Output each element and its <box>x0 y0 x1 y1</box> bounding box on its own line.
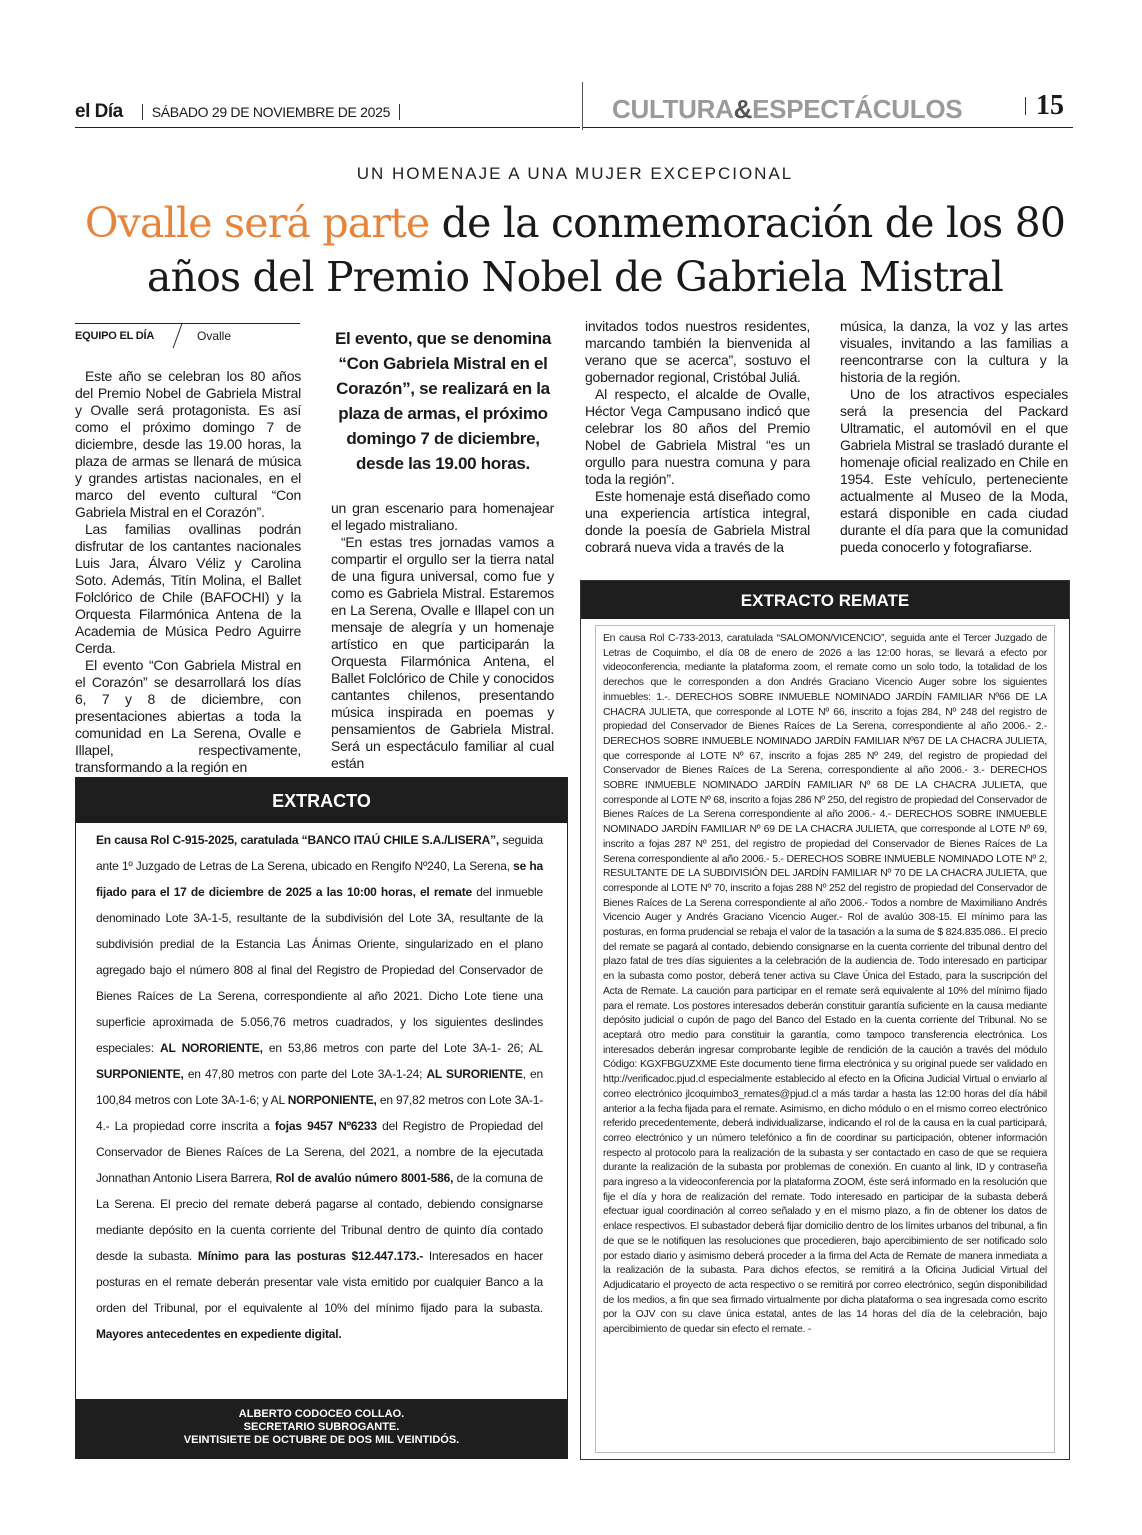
paragraph: Las familias ovallinas podrán disfrutar de los cantantes nacionales Luis Jara, Álvaro Véliz y Carolina Soto. Además, Titín Molina, el Ballet Folclórico de Chile (BAFOCHI) y la Orquesta Filarmónica Antena de la Academia de Música Pedro Aguirre Cerda. <box>75 521 301 656</box>
bold-text: Rol de avalúo número 8001-586, <box>275 1171 454 1185</box>
text: en 53,86 metros con parte del Lote 3A-1- 26; AL <box>262 1041 543 1055</box>
article-column-3 <box>585 318 810 556</box>
paragraph: música, la danza, la voz y las artes visuales, invitando a las familias a reencontrarse con la cultura y la historia de la región. <box>840 318 1068 385</box>
article-column-1 <box>75 368 301 776</box>
paragraph: Al respecto, el alcalde de Ovalle, Héctor Vega Campusano indicó que celebrar los 80 años del Premio Nobel de Gabriela Mistral “es un orgullo para nuestra comuna y para toda la región”. <box>585 386 810 487</box>
paragraph: un gran escenario para homenajear el legado mistraliano. <box>331 500 554 533</box>
legal-notice-title: EXTRACTO REMATE <box>581 581 1069 619</box>
headline-highlight: Ovalle será parte <box>84 199 430 247</box>
text: en 97,82 metros con Lote 3A-1-4.- La propiedad corre inscrita a <box>96 1093 544 1133</box>
legal-notice-body <box>96 827 543 1347</box>
header-vertical-divider <box>582 82 583 130</box>
masthead-divider <box>142 104 143 120</box>
header-rule <box>75 127 580 128</box>
article-column-2 <box>331 500 554 772</box>
masthead <box>75 96 580 128</box>
bold-text: En causa Rol C-915-2025, caratulada “BANCO ITAÚ CHILE S.A./LISERA”, <box>96 833 500 847</box>
paragraph: El evento “Con Gabriela Mistral en el Corazón” se desarrollará los días 6, 7 y 8 de diciembre, con presentaciones abiertas a toda la comunidad en La Serena, Ovalle e Illapel, respectivamente, transformando a la región en <box>75 657 301 775</box>
paragraph: Este año se celebran los 80 años del Premio Nobel de Gabriela Mistral y Ovalle será protagonista. Es así como el próximo domingo 7 de diciembre, desde las 19.00 horas, la plaza de armas se llenará de música y grandes artistas nacionales, en el marco del evento cultural “Con Gabriela Mistral en el Corazón”. <box>75 368 301 520</box>
text: de la comuna de La Serena. El precio del remate deberá pagarse al contado, debiendo consignarse mediante depósito en la cuenta corriente del Tribunal dentro de quinto día contado desde la subasta. <box>96 1171 543 1263</box>
bold-text: Mínimo para las posturas $12.447.173.- <box>197 1249 424 1263</box>
paragraph: Uno de los atractivos especiales será la presencia del Packard Ultramatic, el automóvil en el que Gabriela Mistral se trasladó durante el homenaje oficial realizado en Chile en 1954. Este vehículo, perteneciente actualmente al Museo de la Moda, estará disponible en cada ciudad durante el día para que la comunidad pueda conocerlo y fotografiarse. <box>840 386 1068 555</box>
section-title <box>612 90 1002 128</box>
bold-text: se ha fijado para el 17 de diciembre de 2025 a las 10:00 horas, el remate <box>96 859 543 899</box>
paragraph: invitados todos nuestros residentes, marcando también la bienvenida al verano que se acerca”, sostuvo el gobernador regional, Cristóbal Juliá. <box>585 318 810 385</box>
byline-author: EQUIPO EL DÍA <box>75 330 155 342</box>
signature-name: ALBERTO CODOCEO COLLAO. <box>238 1408 405 1420</box>
legal-notice-extracto <box>75 777 568 1459</box>
headline-rest: de la conmemoración de los 80 años del Premio Nobel de Gabriela Mistral <box>146 199 1066 301</box>
pull-quote: El evento, que se denomina “Con Gabriela Mistral en el Corazón”, se realizará en la plaza de armas, el próximo domingo 7 de diciembre, desde las 19.00 horas. <box>334 329 552 473</box>
section-title-amp: & <box>733 94 753 124</box>
article-headline <box>60 196 1090 304</box>
bold-text: SURPONIENTE, <box>96 1067 184 1081</box>
text: Interesados en hacer posturas en el remate deberán presentar vale vista emitido por cualquier Banco a la orden del Tribunal, por el equivalente al 10% del mínimo fijado para la subasta. <box>96 1249 544 1315</box>
masthead-divider <box>399 104 400 120</box>
text: seguida ante 1º Juzgado de Letras de La Serena, ubicado en Rengifo Nº240, La Serena, <box>96 833 543 873</box>
bold-text: NORPONIENTE, <box>287 1093 377 1107</box>
issue-date: SÁBADO 29 DE NOVIEMBRE DE 2025 <box>151 104 391 120</box>
paragraph: “En estas tres jornadas vamos a compartir el orgullo ser la tierra natal de una figura universal, como fue y como es Gabriela Mistral. Estaremos en La Serena, Ovalle e Illapel con un mensaje de alegría y un homenaje artístico en que participarán la Orquesta Filarmónica Antena, el Ballet Folclórico de Chile y conocidos cantantes chilenos, presentando música inspirada en poemas y pensamientos de Gabriela Mistral. Será un espectáculo familiar al cual están <box>331 534 554 771</box>
byline-divider <box>173 324 183 348</box>
bold-text: AL NORORIENTE, <box>160 1041 263 1055</box>
article-column-4 <box>840 318 1068 556</box>
signature-role: SECRETARIO SUBROGANTE. <box>243 1421 400 1433</box>
byline-place: Ovalle <box>197 329 232 343</box>
article-kicker: UN HOMENAJE A UNA MUJER EXCEPCIONAL <box>356 164 794 183</box>
page-number-divider <box>1025 97 1026 115</box>
newspaper-logo: el Día <box>75 101 123 122</box>
signature-date: VEINTISIETE DE OCTUBRE DE DOS MIL VEINTIDÓS. <box>183 1434 460 1446</box>
text: en 47,80 metros con parte del Lote 3A-1-24; <box>183 1067 427 1081</box>
section-title-left: CULTURA <box>612 94 734 124</box>
bold-text: fojas 9457 Nº6233 <box>274 1119 377 1133</box>
legal-notice-signature <box>76 1399 567 1459</box>
header-rule-right <box>583 127 1073 128</box>
page-number: 15 <box>1036 90 1064 121</box>
text: del Registro de Propiedad del Conservador de Bienes Raíces de La Serena, del 2021, a nombre de la ejecutada Jonnathan Antonio Lisera Barrera, <box>96 1119 543 1185</box>
byline <box>75 323 300 346</box>
text: , en 100,84 metros con Lote 3A-1-6; y AL <box>96 1067 544 1107</box>
bold-text: AL SURORIENTE <box>426 1067 523 1081</box>
legal-notice-remate <box>580 580 1070 1460</box>
legal-notice-body: En causa Rol C-733-2013, caratulada “SALOMON/VICENCIO”, seguida ante el Tercer Juzgado de Letras de Coquimbo, el día 08 de enero de 2026 a las 12:00 horas, se llevará a efecto por videoconferencia, mediante la plataforma zoom, el remate como un solo todo, la totalidad de los derechos que le corresponden a don Andrés Graciano Vicencio Auger sobre los siguientes inmuebles: 1.-. DERECHOS SOBRE INMUEBLE NOMINADO JARDÍN FAMILIAR Nº66 DE LA CHACRA JULIETA, que corresponde al LOTE Nº 66, inscrito a fojas 284, Nº 248 del registro de propiedad del Conservador de Bienes Raíces de La Serena, correspondiente al año 2006.- 2.- DERECHOS SOBRE INMUEBLE NOMINADO JARDÍN FAMILIAR Nº67 DE LA CHACRA JULIETA, que corresponde al LOTE Nº 67, inscrito a fojas 285 Nº 249, del registro de propiedad del Conservador de Bienes Raíces de La Serena, correspondiente al año 2006.- 3.- DERECHOS SOBRE INMUEBLE NOMINADO JARDÍN FAMILIAR Nº 68 DE LA CHACRA JULIETA, que corresponde al LOTE Nº 68, inscrito a fojas 286 Nº 250, del registro de propiedad del Conservador de Bienes Raíces de La Serena correspondiente al año 2006.- 4.- DERECHOS SOBRE INMUEBLE NOMINADO JARDÍN FAMILIAR Nº 69 DE LA CHACRA JULIETA, que corresponde al LOTE Nº 69, inscrito a fojas 287 Nº 251, del registro de propiedad del Conservador de Bienes Raíces de La Serena correspondiente al año 2006.- 5.- DERECHOS SOBRE INMUEBLE NOMINADO LOTE Nº 2, RESULTANTE DE LA SUBDIVISIÓN DEL JARDÍN FAMILIAR Nº 70 DE LA CHACRA JULIETA, que corresponde al LOTE Nº 70, inscrito a fojas 288 Nº 252 del registro de propiedad del Conservador de Bienes Raíces de La Serena correspondiente al año 2006.- Todos a nombre de Maximiliano Andrés Vicencio Auger y Andrés Graciano Vicencio Auger.- Rol de avalúo 308-15. El mínimo para las posturas, en forma prudencial se rebaja el valor de la tasación a la suma de $ 824.835.086.. El precio del remate se pagará al contado, debiendo consignarse en la cuenta corriente del tribunal dentro del plazo fatal de tres días siguientes a la celebración de la audiencia de. Todo interesado en participar en la subasta como postor, deberá tener activa su Clave Única del Estado, para la suscripción del Acta de Remate. La caución para participar en el remate será equivalente al 10% del mínimo fijado para el remate. Los postores interesados deberán constituir garantía suficiente en la causa mediante depósito judicial o cupón de pago del Banco del Estado en la cuenta corriente del Tribunal. No se aceptará otro medio para constituir la garantía, como tampoco transferencia electrónica. Los interesados deberán ingresar comprobante legible de rendición de la caución a través del módulo Código: KGXFBGUZXME Este documento tiene firma electrónica y su original puede ser validado en http://verificadoc.pjud.cl especialmente establecido al efecto en la Oficina Judicial Virtual o enviarlo al correo electrónico jlcoquimbo3_remates@pjud.cl a más tardar a hasta las 12:00 horas del día hábil anterior a la fecha fijada para el remate. Asimismo, en dicho módulo o en el mismo correo electrónico referido precedentemente, deberá individualizarse, indicando el rol de la causa en la cual participará, correo electrónico y un número telefónico a fin de coordinar su participación, obtener información respecto al protocolo para la realización de la subasta y ser contactado en caso de que se requiera durante la realización de la subasta por problemas de conexión. En cuanto al link, ID y contraseña para ingreso a la videoconferencia por la plataforma ZOOM, éste será informado en la resolución que fije el día y hora de realización del remate. Todo interesado en participar de la subasta deberá efectuar igual coordinación al correo señalado y en el mismo plazo, a fin de obtener los datos de enlace respectivos. El subastador deberá fijar domicilio dentro de los límites urbanos del tribunal, a fin de que se le notifiquen las resoluciones que procedieren, bajo apercibimiento de ser notificado solo por estado diario y asimismo deberá proceder a la firma del Acta de Remate de manera inmediata a la realización de la subasta. Para dichos efectos, se remitirá a la Oficina Judicial Virtual del Adjudicatario el proyecto de acta respectivo o se remitirá por correo electrónico, según disponibilidad de los medios, a fin que sea firmado virtualmente por dicha plataforma o sea ingresada como escrito por la OJV con su clave única estatal, antes de las 14 horas del día de la celebración, bajo apercibimiento de quedar sin efecto el remate. - <box>603 633 1047 1336</box>
section-title-right: ESPECTÁCULOS <box>752 94 963 124</box>
legal-notice-title: EXTRACTO <box>76 778 567 823</box>
legal-notice-frame <box>595 625 1055 1453</box>
text: del inmueble denominado Lote 3A-1-5, resultante de la subdivisión del Lote 3A, resultante de la subdivisión predial de la Estancia Las Ánimas Oriente, singularizado en el plano agregado bajo el número 808 al final del Registro de Propiedad del Conservador de Bienes Raíces de La Serena, correspondiente al año 2021. Dicho Lote tiene una superficie aproximada de 5.056,76 metros cuadrados, y los siguientes deslindes especiales: <box>96 885 543 1055</box>
bold-text: Mayores antecedentes en expediente digital. <box>96 1327 342 1341</box>
paragraph: Este homenaje está diseñado como una experiencia artística integral, donde la poesía de Gabriela Mistral cobrará nueva vida a través de la <box>585 488 810 555</box>
